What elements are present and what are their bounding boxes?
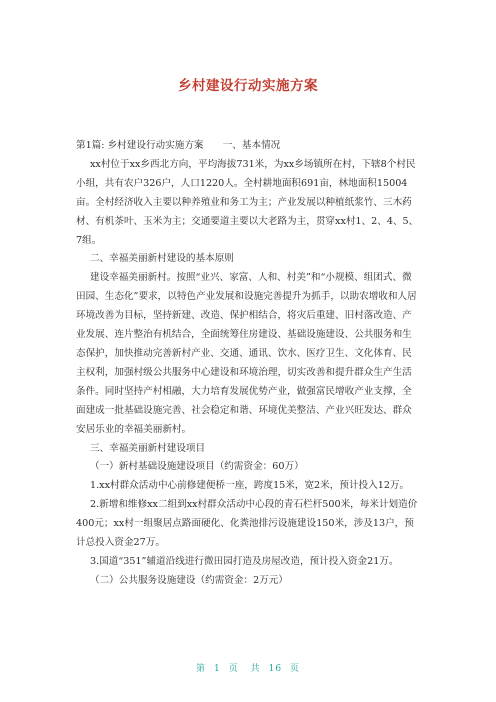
list-item: 1.xx村群众活动中心前修建便桥一座，跨度15米，宽2米，预计投入12万。: [90, 480, 410, 492]
page-number: 1: [213, 664, 221, 674]
list-item: 2.新增和维修xx二组到xx村群众活动中心段的青石栏杆500米，每米计划造价400元；xx村一组聚居点路面硬化、化粪池排污设施建设150米，涉及13户，预计总投入资金27万。: [76, 499, 418, 549]
paragraph: xx村位于xx乡西北方向，平均海拔731米，为xx乡场镇所在村，下辖8个村民小组，共有农户326户，人口1220人。全村耕地面积691亩，林地面积15004亩。全村经济收入主要以种养殖业和务工为主；产业发展以种植纸浆竹、三木药材、有机茶叶、玉米为主；交通要道主要以大老路为主，贯穿xx村1、2、4、5、7组。: [76, 158, 419, 246]
total-pages: 16: [268, 664, 283, 674]
section-heading: 三、幸福美丽新村建设项目: [90, 442, 206, 454]
subsection-heading: （一）新村基础设施建设项目（约需资金：60万）: [90, 461, 304, 473]
paragraph: 第1篇: 乡村建设行动实施方案 一、基本情况: [76, 140, 281, 151]
list-item: 3.国道“351”辅道沿线进行微田园打造及房屋改造，预计投入资金21万。: [90, 555, 399, 567]
total-label: 共: [250, 664, 261, 674]
subsection-heading: （二）公共服务设施建设（约需资金：2万元）: [90, 574, 288, 586]
page-suffix: 页: [228, 664, 239, 674]
page-label: 第: [195, 664, 206, 674]
paragraph: 建设幸福美丽新村。按照“业兴、家富、人和、村美”和“小规模、组团式、微田园、生态化”要求，以特色产业发展和设施完善提升为抓手，以助农增收和人居环境改善为目标，坚持新建、改造、保护相结合，将灾后重建、旧村落改造、产业发展、连片整治有机结合，全面统筹住房建设、基础设施建设、公共服务和生态保护，加快推动完善新村产业、交通、通讯、饮水、医疗卫生、文化体育、民主权利，加强村级公共服务中心建设和环境治理，切实改善和提升群众生产生活条件。同时坚持产村相融，大力培育发展优势产业，做强富民增收产业支撑，全面建成一批基础设施完善、社会稳定和谐、环境优美整洁、产业兴旺发达、群众安居乐业的幸福美丽新村。: [76, 272, 417, 435]
total-suffix: 页: [290, 664, 301, 674]
document-body: [76, 137, 421, 591]
page-footer: [0, 661, 496, 674]
document-title: 乡村建设行动实施方案: [178, 78, 318, 94]
section-heading: 二、幸福美丽新村建设的基本原则: [90, 253, 234, 265]
